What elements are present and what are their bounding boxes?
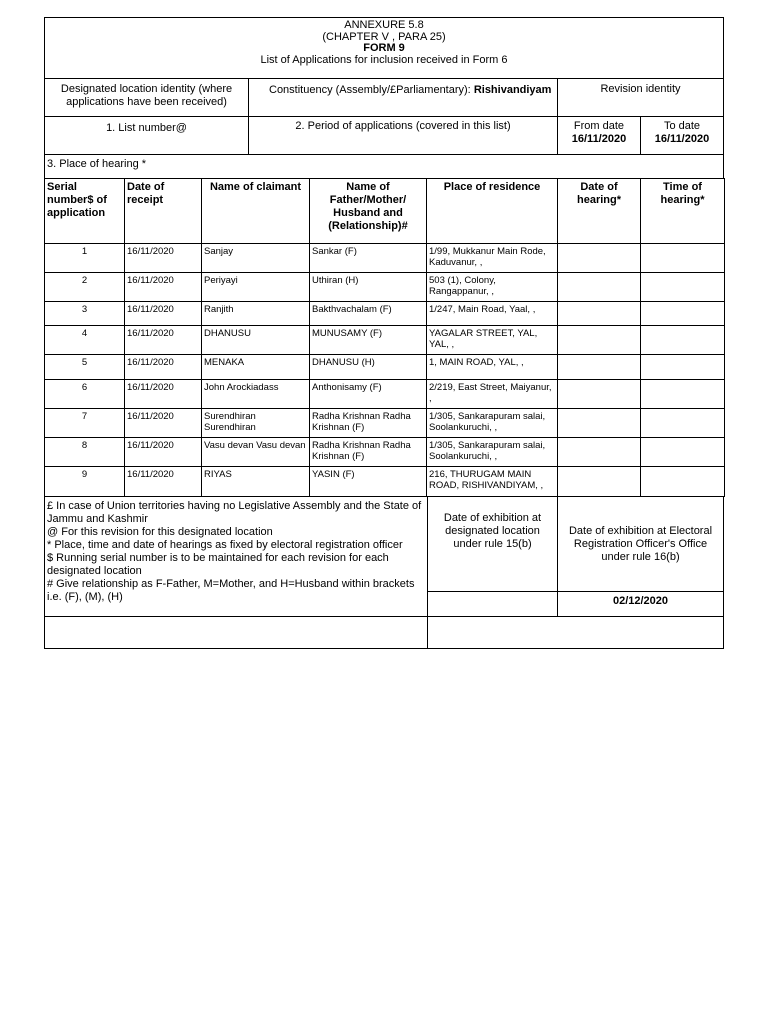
to-date-value: 16/11/2020: [654, 133, 710, 145]
date-of-receipt-cell: 16/11/2020: [125, 302, 202, 326]
column-header: Date of hearing*: [558, 179, 641, 244]
column-header: Date of receipt: [125, 179, 202, 244]
annexure-title: ANNEXURE 5.8: [344, 19, 424, 31]
residence-cell: 216, THURUGAM MAIN ROAD, RISHIVANDIYAM, ,: [427, 467, 558, 497]
footer-bottom-blank: [45, 616, 428, 648]
residence-cell: 503 (1), Colony, Rangappanur, ,: [427, 273, 558, 302]
form-number: FORM 9: [363, 42, 405, 54]
to-date-label: To date: [663, 120, 701, 132]
hearing-date-cell: [558, 438, 641, 467]
exhibition-ero-cell: [558, 497, 723, 616]
hearing-date-cell: [558, 326, 641, 355]
form-header: [44, 17, 724, 79]
relation-name-cell: DHANUSU (H): [310, 355, 427, 380]
relation-name-cell: Bakthvachalam (F): [310, 302, 427, 326]
table-row: [45, 326, 725, 355]
hearing-date-cell: [558, 355, 641, 380]
exhibition-designated-cell: [428, 497, 558, 616]
claimant-name-cell: Sanjay: [202, 244, 310, 273]
period-label: 2. Period of applications (covered in this list): [249, 117, 558, 154]
footer-bottom-row: [44, 616, 724, 649]
from-date-value: 16/11/2020: [571, 133, 627, 145]
list-number-label: 1. List number@: [45, 117, 249, 154]
date-of-receipt-cell: 16/11/2020: [125, 355, 202, 380]
column-header: Place of residence: [427, 179, 558, 244]
date-of-receipt-cell: 16/11/2020: [125, 438, 202, 467]
from-date-cell: [558, 117, 641, 154]
serial-number-cell: 1: [45, 244, 125, 273]
date-of-receipt-cell: 16/11/2020: [125, 244, 202, 273]
hearing-date-cell: [558, 467, 641, 497]
hearing-time-cell: [641, 438, 725, 467]
table-row: [45, 409, 725, 438]
hearing-time-cell: [641, 355, 725, 380]
serial-number-cell: 4: [45, 326, 125, 355]
footer-row: [44, 496, 724, 617]
relation-name-cell: Anthonisamy (F): [310, 380, 427, 409]
table-row: [45, 380, 725, 409]
serial-number-cell: 9: [45, 467, 125, 497]
hearing-time-cell: [641, 380, 725, 409]
relation-name-cell: YASIN (F): [310, 467, 427, 497]
date-of-receipt-cell: 16/11/2020: [125, 409, 202, 438]
serial-number-cell: 2: [45, 273, 125, 302]
chapter-reference: (CHAPTER V , PARA 25): [322, 30, 446, 43]
hearing-date-cell: [558, 380, 641, 409]
relation-name-cell: Radha Krishnan Radha Krishnan (F): [310, 438, 427, 467]
exhibition-ero-value: 02/12/2020: [612, 594, 669, 607]
exhibition-designated-value: [428, 592, 557, 616]
table-row: [45, 467, 725, 497]
table-row: [45, 355, 725, 380]
table-row: [45, 438, 725, 467]
footnote-revision: @ For this revision for this designated location: [47, 526, 273, 538]
designated-location-label: Designated location identity (where applications have been received): [45, 79, 249, 116]
hearing-date-cell: [558, 244, 641, 273]
claimant-name-cell: Periyayi: [202, 273, 310, 302]
table-row: [45, 273, 725, 302]
claimant-name-cell: MENAKA: [202, 355, 310, 380]
footnote-relationship: # Give relationship as F-Father, M=Mother, and H=Husband within brackets i.e. (F), (M), (H): [47, 578, 415, 603]
revision-identity-label: Revision identity: [600, 83, 681, 95]
residence-cell: YAGALAR STREET, YAL, YAL, ,: [427, 326, 558, 355]
info-row: [44, 79, 724, 117]
claimant-name-cell: John Arockiadass: [202, 380, 310, 409]
footnote-hearings: * Place, time and date of hearings as fixed by electoral registration officer: [47, 539, 403, 551]
serial-number-cell: 5: [45, 355, 125, 380]
footnote-union-territories: £ In case of Union territories having no Legislative Assembly and the State of Jammu and Kashmir: [47, 500, 422, 525]
relation-name-cell: MUNUSAMY (F): [310, 326, 427, 355]
serial-number-cell: 7: [45, 409, 125, 438]
hearing-date-cell: [558, 409, 641, 438]
form-9-document: [44, 17, 724, 649]
applications-table: [44, 178, 725, 497]
relation-name-cell: Sankar (F): [310, 244, 427, 273]
hearing-time-cell: [641, 409, 725, 438]
column-header: Time of hearing*: [641, 179, 725, 244]
footnotes: [45, 497, 428, 616]
table-row: [45, 244, 725, 273]
residence-cell: 1/305, Sankarapuram salai, Soolankuruchi, ,: [427, 438, 558, 467]
relation-name-cell: Uthiran (H): [310, 273, 427, 302]
claimant-name-cell: Ranjith: [202, 302, 310, 326]
hearing-date-cell: [558, 273, 641, 302]
form-description: List of Applications for inclusion received in Form 6: [260, 53, 508, 66]
date-of-receipt-cell: 16/11/2020: [125, 326, 202, 355]
hearing-time-cell: [641, 467, 725, 497]
column-header: Name of Father/Mother/ Husband and (Relationship)#: [310, 179, 427, 244]
to-date-cell: [641, 117, 723, 154]
hearing-time-cell: [641, 326, 725, 355]
claimant-name-cell: RIYAS: [202, 467, 310, 497]
residence-cell: 1/247, Main Road, Yaal, ,: [427, 302, 558, 326]
residence-cell: 1/305, Sankarapuram salai, Soolankuruchi, ,: [427, 409, 558, 438]
date-of-receipt-cell: 16/11/2020: [125, 380, 202, 409]
hearing-time-cell: [641, 302, 725, 326]
constituency-value: Rishivandiyam: [473, 84, 552, 96]
residence-cell: 1/99, Mukkanur Main Rode, Kaduvanur, ,: [427, 244, 558, 273]
residence-cell: 2/219, East Street, Maiyanur, ,: [427, 380, 558, 409]
hearing-time-cell: [641, 244, 725, 273]
serial-number-cell: 3: [45, 302, 125, 326]
footnote-serial-number: $ Running serial number is to be maintained for each revision for each designated location: [47, 552, 389, 577]
place-of-hearing-label: 3. Place of hearing *: [47, 158, 147, 170]
list-row: [44, 117, 724, 155]
date-of-receipt-cell: 16/11/2020: [125, 467, 202, 497]
claimant-name-cell: Surendhiran Surendhiran: [202, 409, 310, 438]
table-row: [45, 302, 725, 326]
serial-number-cell: 8: [45, 438, 125, 467]
serial-number-cell: 6: [45, 380, 125, 409]
residence-cell: 1, MAIN ROAD, YAL, ,: [427, 355, 558, 380]
hearing-date-cell: [558, 302, 641, 326]
constituency-cell: [249, 79, 558, 116]
column-header: Name of claimant: [202, 179, 310, 244]
place-of-hearing-row: [44, 155, 724, 179]
claimant-name-cell: Vasu devan Vasu devan: [202, 438, 310, 467]
column-header: Serial number$ of application: [45, 179, 125, 244]
constituency-label: Constituency (Assembly/£Parliamentary):: [269, 84, 471, 96]
relation-name-cell: Radha Krishnan Radha Krishnan (F): [310, 409, 427, 438]
claimant-name-cell: DHANUSU: [202, 326, 310, 355]
from-date-label: From date: [573, 120, 625, 132]
exhibition-ero-label: Date of exhibition at Electoral Registration Officer's Office under rule 16(b): [558, 497, 723, 592]
exhibition-designated-label: Date of exhibition at designated location under rule 15(b): [428, 497, 557, 592]
date-of-receipt-cell: 16/11/2020: [125, 273, 202, 302]
hearing-time-cell: [641, 273, 725, 302]
table-header-row: [45, 179, 725, 244]
